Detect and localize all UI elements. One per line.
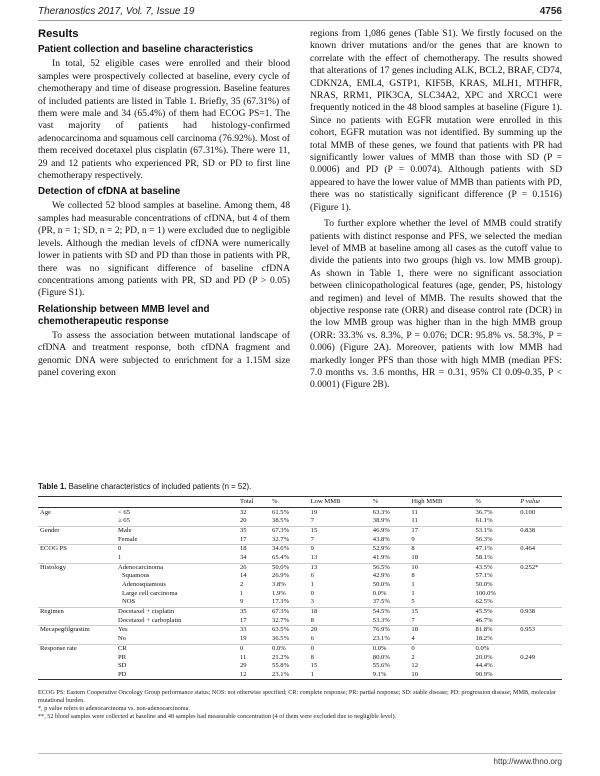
table-cell: Mecapegfilgrastim	[38, 626, 116, 635]
table-cell: 18.2%	[475, 635, 493, 643]
table-label: Table 1.	[38, 482, 67, 491]
right-column	[310, 28, 562, 396]
table-cell: 32.7%	[272, 616, 290, 624]
paragraph: To further explore whether the level of MMB could stratify patients with distinct response and PFS, we selected the median level of MMB at baseline among all cases as the cutoff value to divide the patients into two groups (high vs. low MMB group). As shown in Table 1, there were no significant association between clinicopathological features (age, gender, PS, histology and regimen) and level of MMB. The results showed that the objective response rate (ORR) and disease control rate (DCR) in the low MMB group was higher than in the high MMB group (ORR: 33.3% vs. 8.3%, P = 0.076; DCR: 95.8% vs. 58.3%, P = 0.006) (Figure 2A). Moreover, patients with low MMB had markedly longer PFS than those with high MMB (median PFS: 7.0 months vs. 3.6 months, HR = 0.31, 95% CI 0.09-0.35, P < 0.0001) (Figure 2B).	[310, 218, 562, 391]
table-notes	[38, 689, 562, 721]
table-cell: 35	[238, 526, 270, 535]
table-cell: 17.3%	[272, 598, 290, 606]
table-cell: 18	[409, 626, 473, 635]
table-cell: 21.2%	[272, 653, 290, 661]
table-row	[38, 517, 562, 526]
table-row	[38, 644, 562, 653]
table-cell: 1.9%	[272, 589, 286, 597]
header-cell	[116, 497, 238, 508]
table-cell: 18	[309, 607, 371, 616]
header-cell: Low MMB	[309, 497, 371, 508]
table-row	[38, 545, 562, 554]
table-cell: 19	[310, 508, 318, 516]
table-cell	[38, 653, 116, 662]
table-cell: 46.9%	[371, 526, 410, 535]
table-cell: Regimen	[38, 607, 116, 616]
table-cell: 61.1%	[475, 517, 493, 525]
table-cell: 57.1%	[475, 572, 493, 580]
table-cell: 1	[309, 671, 371, 680]
table-cell: Docetaxel + cisplatin	[116, 607, 238, 616]
table-cell: No	[118, 635, 127, 643]
table-row	[38, 626, 562, 635]
table-cell: 50.0%	[270, 563, 309, 572]
table-cell	[38, 635, 116, 644]
table-cell: 33	[238, 626, 270, 635]
table-cell: 38.5%	[272, 517, 290, 525]
table-cell	[38, 572, 116, 581]
table-cell: 38.9%	[372, 517, 390, 525]
table-cell: 100.0%	[475, 589, 496, 597]
table-cell: 26	[238, 563, 270, 572]
table-cell: ≥ 65	[118, 517, 130, 525]
table-cell	[518, 644, 562, 653]
table-cell: 17	[409, 526, 473, 535]
journal-url: http://www.thno.org	[493, 757, 562, 766]
table-cell: 0.0%	[270, 644, 309, 653]
table-row	[38, 653, 562, 662]
table-caption	[38, 482, 251, 491]
table-cell: 11	[240, 653, 247, 661]
header-cell: %	[270, 497, 309, 508]
table-cell	[518, 517, 562, 526]
page-number: 4756	[539, 6, 562, 17]
header-cell: %	[371, 497, 410, 508]
table-cell	[38, 535, 116, 544]
table-cell: 17	[240, 535, 247, 543]
table-row	[38, 671, 562, 680]
table-cell: 0.0%	[372, 589, 387, 597]
table-cell: 19	[240, 635, 247, 643]
table-row	[38, 535, 562, 544]
table-cell: 46.7%	[475, 616, 493, 624]
table-cell: ECOG PS	[38, 545, 116, 554]
table-cell: 1	[411, 581, 415, 589]
left-column	[38, 28, 290, 383]
table-cell: 13	[309, 563, 371, 572]
table-cell: 8	[411, 572, 415, 580]
table-cell: 56.3%	[475, 535, 493, 543]
table-note: ECOG PS: Eastern Cooperative Oncology Group performance status; NOS: not otherwise specified; CR: complete response; PR: partial response; SD: stable disease; PD: progression disease; MMB, molecular mutational burden.	[38, 689, 556, 704]
paragraph: To assess the association between mutational landscape of cfDNA and treatment response, both cfDNA fragment and genomic DNA were subjected to enrichment for a 1.15M size panel covering exon	[38, 329, 290, 378]
table-cell	[518, 617, 562, 626]
table-cell	[518, 535, 562, 544]
table-cell	[38, 517, 116, 526]
table-cell: 8	[409, 545, 473, 554]
table-cell: Female	[118, 535, 138, 543]
table-row	[38, 572, 562, 581]
table-cell: 9	[240, 598, 244, 606]
table-cell: 65.4%	[272, 553, 290, 561]
table-cell: Adenocarcinoma	[116, 563, 238, 572]
header-cell: High MMB	[409, 497, 473, 508]
table-cell: 7	[310, 535, 314, 543]
table-cell: 8	[310, 653, 314, 661]
table-cell: 67.3%	[270, 607, 309, 616]
table-cell: 37.5%	[372, 598, 390, 606]
table-cell: 1	[310, 581, 314, 589]
table-cell: 36.7%	[475, 508, 493, 516]
table-row	[38, 617, 562, 626]
table-cell: 52.9%	[371, 545, 410, 554]
table-cell: Histology	[38, 563, 116, 572]
paragraph: We collected 52 blood samples at baseline. Among them, 48 samples had measurable concentrations of cfDNA, but 4 of them (PR, n = 1; SD, n = 2; PD, n = 1) were excluded due to negligible levels. Although the median levels of cfDNA were numerically lower in patients with SD and PD than those in patients with PR, there was no significant difference of baseline cfDNA concentrations among patients with PR, SD and PD (P > 0.05) (Figure S1).	[38, 200, 290, 299]
table-cell: 76.9%	[371, 626, 410, 635]
table-cell: 11	[411, 508, 418, 516]
table-cell: 20	[309, 626, 371, 635]
table-cell	[518, 581, 562, 590]
table-cell: 3.8%	[272, 581, 286, 589]
table-cell: Gender	[38, 526, 116, 535]
table-cell: 9	[309, 545, 371, 554]
table-cell: 15	[309, 526, 371, 535]
table-cell: 44.4%	[475, 662, 493, 670]
table-cell: 45.5%	[474, 607, 519, 616]
journal-citation: Theranostics 2017, Vol. 7, Issue 19	[38, 6, 195, 17]
table-cell	[38, 617, 116, 626]
table-cell: 0	[116, 545, 238, 554]
table-cell: 0.464	[518, 545, 562, 554]
header-cell: Total	[238, 497, 270, 508]
table-cell: 9.1%	[371, 671, 410, 680]
table-cell: 55.8%	[272, 662, 290, 670]
table-cell: CR	[116, 644, 238, 653]
table-cell: 6	[310, 572, 314, 580]
table-cell: 81.8%	[474, 626, 519, 635]
table-cell: 0	[309, 644, 371, 653]
table-row	[38, 635, 562, 644]
table-cell: Large cell carcinoma	[122, 589, 178, 597]
table-cell: 90.9%	[474, 671, 519, 680]
table-cell	[518, 662, 562, 671]
table-cell: 13	[310, 553, 318, 561]
table-cell: Squamous	[122, 572, 150, 580]
table-cell: 0.0%	[474, 644, 519, 653]
table-cell: 50.0%	[372, 581, 390, 589]
subsection-title: Detection of cfDNA at baseline	[38, 186, 181, 198]
table-cell: 1	[240, 589, 244, 597]
table-cell	[518, 671, 562, 680]
table-cell: 56.5%	[371, 563, 410, 572]
table-cell: PR	[118, 653, 127, 661]
table-cell: 0	[310, 589, 314, 597]
table-note: *, p value refers to adenocarcinoma vs. non-adenocarcinoma.	[38, 705, 190, 712]
table-cell: 7	[411, 616, 415, 624]
table-cell: 11	[411, 517, 418, 525]
table-cell: 0.0%	[371, 644, 410, 653]
table-cell: 67.3%	[270, 526, 309, 535]
table-cell: 0.838	[518, 526, 562, 535]
baseline-characteristics-table	[38, 496, 562, 680]
paragraph: regions from 1,086 genes (Table S1). We firstly focused on the known driver mutations and/or the genes that are known to correlate with the effect of chemotherapy. The results showed that alterations of 17 genes including ALK, BCL2, BRAF, CD74, CDKN2A, EML4, GSTP1, KIF5B, KRAS, MLH1, MTHFR, NRAS, RRM1, PIK3CA, SLC34A2, XPC and XRCC1 were frequently noticed in the 48 blood samples at baseline (Figure 1). Since no patients with EGFR mutation were enrolled in this cohort, EGFR mutation was not identified. By summing up the total MMB of these genes, we found that patients with PR had significantly lower values of MMB than those with SD (P = 0.0006) and PD (P = 0.0074). Although patients with SD appeared to have the lower value of MMB than patients with PD, there was no statistically significant difference (P = 0.1516) (Figure 1).	[310, 28, 562, 213]
table-cell: 15	[310, 662, 318, 670]
table-cell	[518, 635, 562, 644]
table-cell: 32.7%	[272, 535, 290, 543]
table-cell: Docetaxel + carboplatin	[118, 616, 182, 624]
table-row	[38, 526, 562, 535]
table-cell	[38, 598, 116, 607]
table-cell: 50.0%	[475, 581, 493, 589]
table-cell: NOS	[122, 598, 136, 606]
table-cell: 23.1%	[270, 671, 309, 680]
table-cell: Male	[116, 526, 238, 535]
table-cell: 18	[238, 545, 270, 554]
table-cell	[518, 590, 562, 599]
table-row	[38, 662, 562, 671]
section-title: Results	[38, 28, 79, 40]
table-row	[38, 554, 562, 563]
table-cell: 1	[118, 553, 122, 561]
table-cell: PD	[116, 671, 238, 680]
subsection-title: Relationship between MMB level and chemotherapeutic response	[38, 303, 210, 327]
table-cell	[38, 581, 116, 590]
table-cell: 7	[310, 517, 314, 525]
table-cell	[518, 598, 562, 607]
table-header-row	[38, 497, 562, 508]
table-caption-text: Baseline characteristics of included patients (n = 52).	[66, 482, 252, 491]
table-cell: SD	[118, 662, 127, 670]
table-cell: 47.1%	[474, 545, 519, 554]
table-cell	[518, 554, 562, 563]
table-cell: 34	[240, 553, 247, 561]
table-cell: Yes	[116, 626, 238, 635]
table-cell: 55.6%	[372, 662, 390, 670]
table-cell: 12	[411, 662, 418, 670]
table-cell	[38, 554, 116, 563]
table-cell: 53.3%	[372, 616, 390, 624]
paragraph: In total, 52 eligible cases were enrolled and their blood samples were prospectively collected at baseline, every cycle of chemotherapy and time of disease progression. Baseline features of included patients are listed in Table 1. Briefly, 35 (67.31%) of them were male and 34 (65.4%) of them had ECOG PS=1. The vast majority of patients had histology-confirmed adenocarcinoma and squamous cell carcinoma (76.92%). Most of them received docetaxel plus cisplatin (67.31%). There were 11, 29 and 12 patients who experienced PR, SD or PD to first line chemotherapy respectively.	[38, 58, 290, 182]
table-cell: 6	[310, 635, 314, 643]
table-cell: 63.5%	[270, 626, 309, 635]
table-cell: 1	[411, 589, 415, 597]
table-row	[38, 581, 562, 590]
table-cell: 4	[411, 635, 415, 643]
table-cell: 2	[411, 653, 415, 661]
table-cell: 42.9%	[372, 572, 390, 580]
table-cell: 43.8%	[372, 535, 390, 543]
table-cell: 34.6%	[270, 545, 309, 554]
table-row	[38, 508, 562, 517]
table-cell: 10	[409, 563, 473, 572]
table-row	[38, 590, 562, 599]
table-cell	[518, 572, 562, 581]
table-cell: 53.1%	[474, 526, 519, 535]
table-cell: 62.5%	[475, 598, 493, 606]
table-cell: < 65	[118, 508, 130, 516]
table-cell: 58.1%	[475, 553, 493, 561]
table-cell: 0	[238, 644, 270, 653]
table-cell: 0.938	[518, 607, 562, 616]
table-cell: 35	[238, 607, 270, 616]
table-cell: 12	[238, 671, 270, 680]
table-cell: 14	[240, 572, 247, 580]
table-row	[38, 607, 562, 616]
table-cell	[38, 662, 116, 671]
table-row	[38, 563, 562, 572]
table-cell: 29	[240, 662, 247, 670]
header-cell	[38, 497, 116, 508]
table-cell: Age	[40, 508, 51, 516]
table-cell: 5	[411, 598, 415, 606]
table-cell: 0	[409, 644, 473, 653]
table-cell: 0.100	[520, 508, 536, 516]
table-cell: 0.252*	[518, 563, 562, 572]
table-cell: 36.5%	[272, 635, 290, 643]
table-cell: 26.9%	[272, 572, 290, 580]
subsection-title: Patient collection and baseline characteristics	[38, 44, 254, 56]
table-cell: 9	[411, 535, 415, 543]
table-cell: 43.5%	[474, 563, 519, 572]
table-cell: 18	[411, 553, 418, 561]
header-cell: P value	[518, 497, 562, 508]
table-cell: 10	[409, 671, 473, 680]
table-cell: 63.3%	[372, 508, 390, 516]
table-cell: 61.5%	[272, 508, 290, 516]
table-cell: 15	[409, 607, 473, 616]
table-cell: Adenosquamous	[122, 581, 166, 589]
table-cell	[38, 671, 116, 680]
table-cell	[38, 590, 116, 599]
table-cell: 54.5%	[371, 607, 410, 616]
table-cell: 32	[240, 508, 247, 516]
footer-rule	[38, 753, 562, 754]
table-cell: 2	[240, 581, 244, 589]
table-cell: Response rate	[38, 644, 116, 653]
table-cell: 80.0%	[372, 653, 390, 661]
table-cell: 20.0%	[475, 653, 493, 661]
table-cell: 8	[310, 616, 314, 624]
table-cell: 0.249	[520, 653, 536, 661]
table-cell: 41.9%	[372, 553, 390, 561]
table-row	[38, 598, 562, 607]
table-cell: 23.1%	[372, 635, 390, 643]
table-cell: 0.953	[518, 626, 562, 635]
table-cell: 3	[310, 598, 314, 606]
header-rule	[38, 20, 562, 21]
table-cell: 20	[240, 517, 247, 525]
table-cell: 17	[240, 616, 247, 624]
table-note: **, 52 blood samples were collected at baseline and 48 samples had measurable concentration (4 of them were excluded due to negligible level).	[38, 713, 397, 720]
header-cell: %	[474, 497, 519, 508]
